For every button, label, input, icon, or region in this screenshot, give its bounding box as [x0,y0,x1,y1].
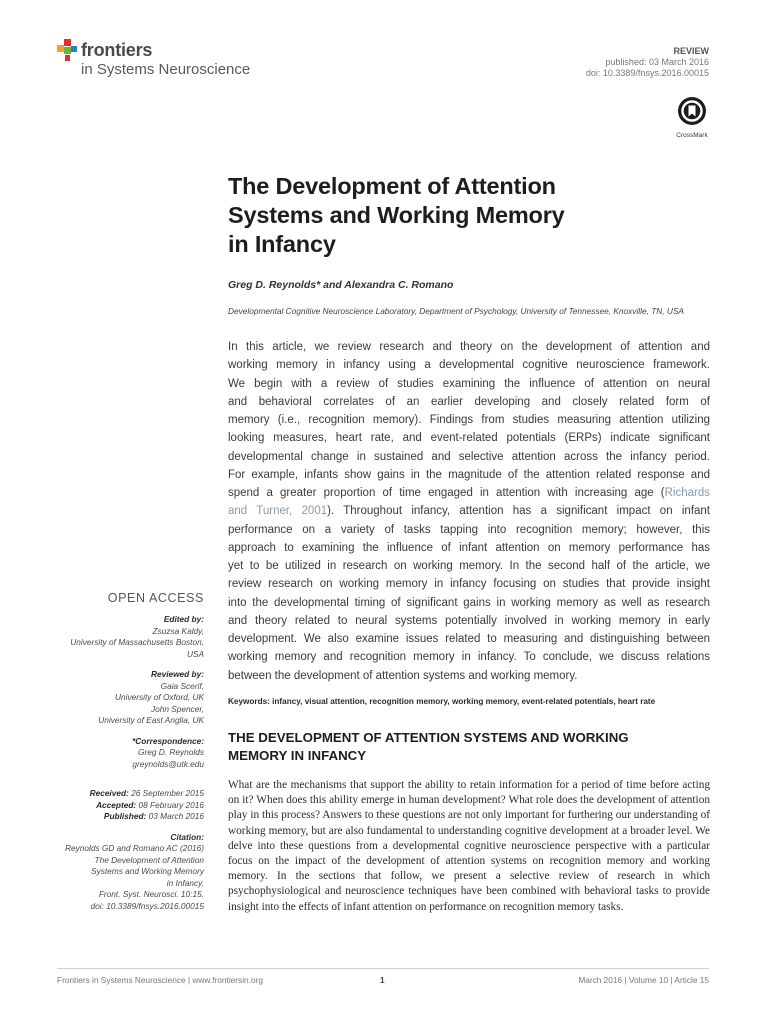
abstract-line: working memory and recognition memory in infancy. To conclude, we discuss relations [228,651,710,664]
abstract-line: working memory in infancy using a developmental cognitive neuroscience framework. [228,359,710,372]
footer-issue-info: March 2016 | Volume 10 | Article 15 [578,975,709,985]
body-paragraph: What are the mechanisms that support the ability to retain information for a period of time before acting on it? When does this ability emerge in human development? What role does the development of attention play in this process? Answers to these questions are not only important for furthering our understanding of working memory, but are also fundamental to understanding cognitive development at a broader level. We delve into these questions from a developmental cognitive neuroscience perspective with a particular focus on the impact of the development of attention systems on recognition memory and working memory. In the sections that follow, we present a selective review of research in which psychophysiological and neuroscience techniques have been combined with behavioral tasks to provide insight into the effects of infant attention on performance on recognition memory tasks. [228,779,710,913]
abstract-line: and behavioral correlates of an earlier developing and closely related form of [228,395,710,408]
received-date: 26 September 2015 [131,788,204,798]
abstract-line: between the development of attention systems and working memory. [228,669,578,682]
citation-line: Front. Syst. Neurosci. 10:15. [98,889,204,899]
abstract-line: We begin with a review of studies examining the influence of attention on neural [228,377,710,390]
frontiers-logo-icon [56,39,78,63]
accepted-label: Accepted: [96,799,137,810]
citation-close: ). [327,505,335,518]
accepted-row [0,800,204,812]
abstract-line-text: spend a greater proportion of time engaged in attention with increasing age ( [228,487,665,499]
crossmark-label: CrossMark [676,132,708,139]
abstract-line: into the developmental timing of significant gains in working memory as well as research [228,596,710,609]
citation-line: Reynolds GD and Romano AC (2016) [65,843,204,853]
affiliation: Developmental Cognitive Neuroscience Laboratory, Department of Psychology, University of Tennessee, Knoxville, TN, USA [228,306,684,316]
abstract-line: memory (i.e., recognition memory). Findings from studies measuring attention utilizing [228,414,710,426]
reviewer-line: University of East Anglia, UK [98,715,204,725]
published-date-sidebar: 03 March 2016 [148,811,204,821]
edited-by-label: Edited by: [163,614,204,624]
abstract-line-with-citation [228,502,710,520]
crossmark-icon [677,96,707,126]
article-title [228,172,708,259]
abstract [228,338,710,685]
footer-divider [57,968,709,969]
abstract-line: and theory related to neural systems potentially involved in working memory in early [228,614,710,627]
published-row [0,811,204,823]
abstract-line-text: Throughout infancy, attention has a significant impact on infant [343,505,710,518]
article-type: REVIEW [673,46,709,56]
published-date: published: 03 March 2016 [605,57,709,67]
section-heading-line: MEMORY IN INFANCY [228,748,367,763]
page-number: 1 [380,975,385,985]
citation-link[interactable]: Richards [664,487,710,499]
authors: Greg D. Reynolds* and Alexandra C. Romano [228,279,454,291]
published-label: Published: [103,811,147,821]
open-access-label: OPEN ACCESS [107,591,204,605]
citation-line: Systems and Working Memory [91,866,204,876]
abstract-line: yet to be utilized in research on working memory. In the second half of the article, we [228,560,710,572]
citation-label: Citation: [170,831,204,842]
abstract-line-with-citation [228,484,710,502]
editor-name: Zsuzsa Kaldy, [152,625,204,636]
abstract-line: looking measures, heart rate, and event-related potentials (ERPs) indicate significant [228,432,710,445]
citation-doi[interactable]: doi: 10.3389/fnsys.2016.00015 [90,900,204,911]
abstract-line: In this article, we review research and theory on the development of attention and [228,341,710,353]
citation-line: in Infancy. [166,877,204,888]
correspondence-email[interactable]: greynolds@utk.edu [132,758,204,769]
correspondence-label: *Correspondence: [132,735,204,746]
crossmark-badge[interactable] [674,96,710,139]
footer-journal-link[interactable]: Frontiers in Systems Neuroscience | www.frontiersin.org [57,975,263,985]
editor-affiliation: University of Massachusetts Boston, [70,637,204,647]
received-row [0,788,204,800]
title-line: The Development of Attention [228,173,556,199]
title-line: Systems and Working Memory [228,202,565,228]
editor-affiliation: USA [186,648,204,659]
journal-brand: frontiers [81,40,153,60]
abstract-line: development. We also examine issues related to measuring and distinguishing between [228,633,710,645]
accepted-date: 08 February 2016 [138,799,204,810]
keywords: Keywords: infancy, visual attention, recognition memory, working memory, event-related potentials, heart rate [228,697,656,706]
abstract-line: performance on a variety of tasks tapping into recognition memory; however, this [228,523,710,536]
article-sidebar [0,590,204,912]
abstract-line: For example, infants show gains in the magnitude of the attention related response and [228,468,710,481]
reviewed-by-label: Reviewed by: [150,669,204,679]
received-label: Received: [89,788,129,798]
citation-line: The Development of Attention [94,854,204,865]
reviewer-line: Gaia Scerif, [160,680,204,691]
article-doi[interactable]: doi: 10.3389/fnsys.2016.00015 [585,68,709,78]
abstract-line: developmental change in sustained and selective attention across the infancy period. [228,450,710,463]
section-heading-line: THE DEVELOPMENT OF ATTENTION SYSTEMS AND WORKING [228,730,629,745]
citation-link[interactable]: and Turner, 2001 [228,505,328,518]
journal-name: in Systems Neuroscience [81,61,251,78]
correspondence-name: Greg D. Reynolds [138,747,204,757]
abstract-line: approach to examining the influence of infant attention on memory performance has [228,541,710,554]
reviewer-line: John Spencer, [150,703,204,714]
article-meta [586,46,709,79]
journal-logo[interactable] [56,36,296,82]
section-heading [228,729,708,765]
title-line: in Infancy [228,231,336,257]
reviewer-line: University of Oxford, UK [115,692,204,702]
abstract-line: review research on working memory in infancy focusing on studies that provide insight [228,578,710,591]
